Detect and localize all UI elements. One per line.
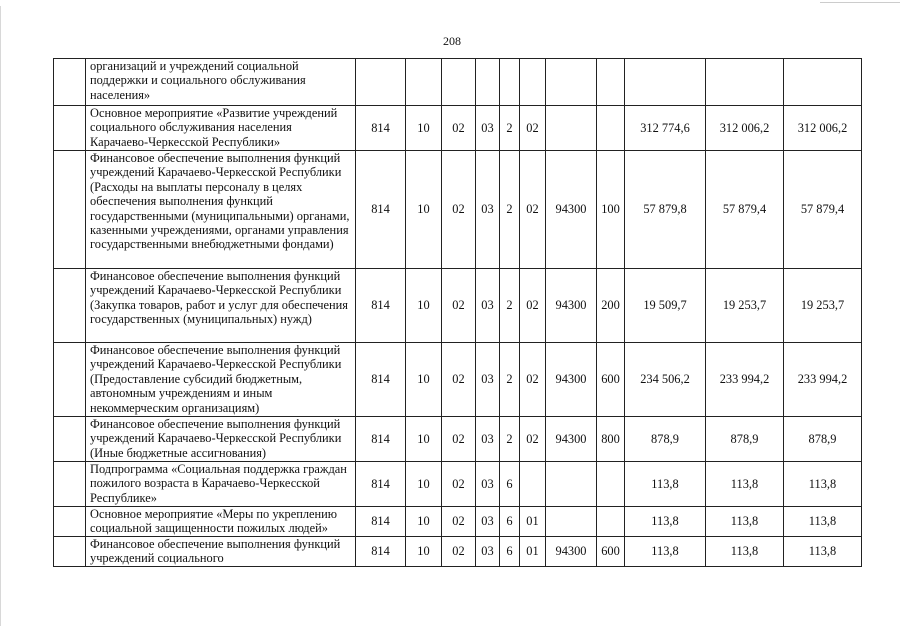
cell-direction: [546, 507, 597, 537]
cell-section: 10: [406, 507, 442, 537]
cell-sum-year-3: 878,9: [784, 417, 862, 462]
cell-direction: 94300: [546, 537, 597, 567]
cell-subsection: 02: [442, 537, 476, 567]
table-row: [54, 462, 862, 507]
cell-program: 03: [476, 417, 500, 462]
scan-corner-mark: [820, 2, 900, 7]
cell-sum-year-2: 19 253,7: [706, 269, 784, 343]
cell-sum-year-2: 113,8: [706, 507, 784, 537]
cell-sum-year-2: 113,8: [706, 462, 784, 507]
cell-expense-type: 200: [597, 269, 625, 343]
cell-expense-type: 800: [597, 417, 625, 462]
cell-gr-code: [356, 59, 406, 106]
cell-sum-year-1: 878,9: [625, 417, 706, 462]
cell-gr-code: 814: [356, 151, 406, 269]
cell-event: 02: [520, 151, 546, 269]
cell-subprogram: 6: [500, 462, 520, 507]
cell-section: [406, 59, 442, 106]
cell-subsection: 02: [442, 462, 476, 507]
row-name-cell: Основное мероприятие «Развитие учреждений социального обслуживания населения Карачаево-Черкесской Республики»: [86, 106, 356, 151]
row-number-cell: [54, 106, 86, 151]
cell-expense-type: [597, 59, 625, 106]
cell-event: 02: [520, 343, 546, 417]
cell-gr-code: 814: [356, 462, 406, 507]
row-name-cell: Финансовое обеспечение выполнения функций учреждений Карачаево-Черкесской Республики (Иные бюджетные ассигнования): [86, 417, 356, 462]
cell-event: 02: [520, 106, 546, 151]
cell-subsection: 02: [442, 343, 476, 417]
page-number: 208: [443, 34, 461, 48]
cell-direction: [546, 59, 597, 106]
cell-sum-year-3: [784, 59, 862, 106]
cell-event: 01: [520, 537, 546, 567]
cell-gr-code: 814: [356, 507, 406, 537]
row-number-cell: [54, 59, 86, 106]
cell-section: 10: [406, 462, 442, 507]
cell-subprogram: 2: [500, 269, 520, 343]
row-name-cell: Финансовое обеспечение выполнения функций учреждений Карачаево-Черкесской Республики (Предоставление субсидий бюджетным, автономным учреждениям и иным некоммерческим организациям): [86, 343, 356, 417]
table-row: [54, 59, 862, 106]
cell-expense-type: 600: [597, 537, 625, 567]
cell-subprogram: 2: [500, 106, 520, 151]
table-row: [54, 269, 862, 343]
cell-event: [520, 59, 546, 106]
table-row: [54, 507, 862, 537]
row-number-cell: [54, 151, 86, 269]
cell-event: 02: [520, 269, 546, 343]
cell-subprogram: [500, 59, 520, 106]
cell-subprogram: 6: [500, 507, 520, 537]
cell-program: 03: [476, 151, 500, 269]
budget-table: [53, 58, 862, 567]
cell-section: 10: [406, 343, 442, 417]
cell-expense-type: 600: [597, 343, 625, 417]
cell-gr-code: 814: [356, 269, 406, 343]
row-number-cell: [54, 417, 86, 462]
cell-expense-type: [597, 462, 625, 507]
cell-gr-code: 814: [356, 417, 406, 462]
cell-section: 10: [406, 417, 442, 462]
cell-section: 10: [406, 106, 442, 151]
cell-sum-year-2: 57 879,4: [706, 151, 784, 269]
cell-subsection: 02: [442, 507, 476, 537]
cell-event: [520, 462, 546, 507]
row-number-cell: [54, 462, 86, 507]
table-row: [54, 343, 862, 417]
cell-program: 03: [476, 507, 500, 537]
cell-sum-year-1: 113,8: [625, 507, 706, 537]
cell-sum-year-3: 113,8: [784, 537, 862, 567]
cell-sum-year-3: 57 879,4: [784, 151, 862, 269]
cell-gr-code: 814: [356, 343, 406, 417]
cell-sum-year-2: 878,9: [706, 417, 784, 462]
cell-sum-year-1: [625, 59, 706, 106]
cell-sum-year-3: 312 006,2: [784, 106, 862, 151]
cell-program: [476, 59, 500, 106]
table-row: [54, 537, 862, 567]
cell-direction: [546, 462, 597, 507]
cell-section: 10: [406, 269, 442, 343]
cell-sum-year-3: 113,8: [784, 507, 862, 537]
cell-program: 03: [476, 343, 500, 417]
cell-sum-year-2: 312 006,2: [706, 106, 784, 151]
row-name-cell: Финансовое обеспечение выполнения функций учреждений Карачаево-Черкесской Республики (Закупка товаров, работ и услуг для обеспечения государственных (муниципальных) нужд): [86, 269, 356, 343]
cell-direction: 94300: [546, 417, 597, 462]
cell-section: 10: [406, 151, 442, 269]
cell-gr-code: 814: [356, 106, 406, 151]
cell-sum-year-3: 19 253,7: [784, 269, 862, 343]
cell-subprogram: 2: [500, 343, 520, 417]
row-number-cell: [54, 343, 86, 417]
cell-sum-year-1: 113,8: [625, 462, 706, 507]
cell-sum-year-1: 19 509,7: [625, 269, 706, 343]
cell-subprogram: 2: [500, 151, 520, 269]
cell-gr-code: 814: [356, 537, 406, 567]
table-row: [54, 417, 862, 462]
cell-expense-type: [597, 507, 625, 537]
cell-direction: 94300: [546, 269, 597, 343]
cell-direction: 94300: [546, 343, 597, 417]
cell-section: 10: [406, 537, 442, 567]
cell-expense-type: [597, 106, 625, 151]
row-number-cell: [54, 537, 86, 567]
cell-program: 03: [476, 106, 500, 151]
scan-edge-mark: [0, 6, 1, 626]
table-row: [54, 151, 862, 269]
cell-sum-year-1: 113,8: [625, 537, 706, 567]
cell-subsection: 02: [442, 106, 476, 151]
row-name-cell: Основное мероприятие «Меры по укреплению социальной защищенности пожилых людей»: [86, 507, 356, 537]
cell-subsection: 02: [442, 151, 476, 269]
row-name-cell: организаций и учреждений социальной поддержки и социального обслуживания населения»: [86, 59, 356, 106]
cell-sum-year-1: 234 506,2: [625, 343, 706, 417]
cell-program: 03: [476, 462, 500, 507]
cell-sum-year-3: 113,8: [784, 462, 862, 507]
cell-subprogram: 2: [500, 417, 520, 462]
cell-sum-year-2: 233 994,2: [706, 343, 784, 417]
row-number-cell: [54, 269, 86, 343]
cell-sum-year-2: 113,8: [706, 537, 784, 567]
cell-sum-year-3: 233 994,2: [784, 343, 862, 417]
cell-sum-year-2: [706, 59, 784, 106]
cell-sum-year-1: 312 774,6: [625, 106, 706, 151]
cell-expense-type: 100: [597, 151, 625, 269]
cell-program: 03: [476, 537, 500, 567]
row-name-cell: Финансовое обеспечение выполнения функций учреждений Карачаево-Черкесской Республики (Расходы на выплаты персоналу в целях обеспечения выполнения функций государственными (муниципальными) органами, казенными учреждениями, органами управления государственными внебюджетными фондами): [86, 151, 356, 269]
table-row: [54, 106, 862, 151]
cell-subprogram: 6: [500, 537, 520, 567]
cell-direction: [546, 106, 597, 151]
cell-event: 02: [520, 417, 546, 462]
cell-sum-year-1: 57 879,8: [625, 151, 706, 269]
cell-direction: 94300: [546, 151, 597, 269]
row-name-cell: Подпрограмма «Социальная поддержка граждан пожилого возраста в Карачаево-Черкесской Республике»: [86, 462, 356, 507]
row-name-cell: Финансовое обеспечение выполнения функций учреждений социального: [86, 537, 356, 567]
cell-event: 01: [520, 507, 546, 537]
cell-subsection: 02: [442, 269, 476, 343]
cell-subsection: [442, 59, 476, 106]
cell-program: 03: [476, 269, 500, 343]
cell-subsection: 02: [442, 417, 476, 462]
row-number-cell: [54, 507, 86, 537]
